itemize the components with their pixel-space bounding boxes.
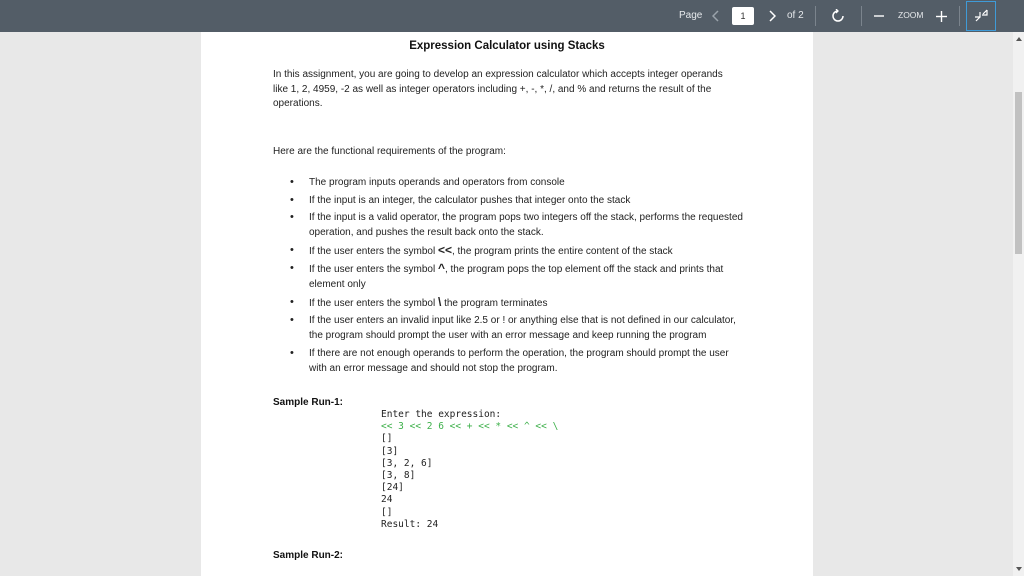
viewer-toolbar: [0, 0, 1024, 32]
next-page-button[interactable]: [764, 0, 780, 32]
chevron-right-icon: [768, 10, 776, 22]
compress-icon: [967, 2, 995, 30]
symbol-text: ^: [437, 261, 445, 275]
code-input-line: << 3 << 2 6 << + << * << ^ << \: [381, 421, 559, 433]
list-item: • If there are not enough operands to perform the operation, the program should prompt the user with an error message and should not stop the program.: [273, 346, 743, 376]
list-item: • If the user enters an invalid input like 2.5 or ! or anything else that is not defined in our calculator, the program should prompt the user with an error message and keep running the program: [273, 313, 743, 343]
zoom-in-button[interactable]: [934, 0, 948, 32]
code-line: []: [381, 506, 393, 518]
code-line: []: [381, 433, 393, 445]
rotate-icon: [831, 9, 845, 23]
code-line: [3, 8]: [381, 470, 416, 482]
zoom-out-button[interactable]: [872, 0, 886, 32]
rotate-button[interactable]: [828, 0, 848, 32]
chevron-left-icon: [712, 10, 720, 22]
plus-icon: [936, 11, 947, 22]
sample-run-1-code: [381, 409, 558, 531]
list-item: • If the user enters the symbol \ the program terminates: [273, 295, 743, 311]
code-line: 24: [381, 494, 393, 506]
page-number-input[interactable]: 1: [732, 7, 754, 25]
scroll-up-arrow-icon[interactable]: [1016, 37, 1022, 41]
minus-icon: [874, 11, 884, 21]
code-line: [3]: [381, 445, 399, 457]
document-title: Expression Calculator using Stacks: [409, 40, 605, 52]
list-item: • If the user enters the symbol ^, the program pops the top element off the stack and prints that element only: [273, 261, 743, 292]
document-page: [201, 32, 813, 576]
list-item: • The program inputs operands and operators from console: [273, 175, 743, 190]
requirements-list: [273, 175, 743, 378]
scroll-down-arrow-icon[interactable]: [1016, 567, 1022, 571]
exit-fullscreen-button[interactable]: [966, 1, 996, 31]
vertical-scrollbar[interactable]: [1013, 32, 1024, 576]
symbol-text: <<: [437, 242, 452, 257]
symbol-text: \: [437, 294, 442, 309]
intro-paragraph: In this assignment, you are going to develop an expression calculator which accepts integer operands like 1, 2, 4959, -2 as well as integer operators including +, -, *, /, and % and returns the result of the operations.: [273, 69, 723, 109]
code-line: Result: 24: [381, 518, 439, 530]
prev-page-button[interactable]: [708, 0, 724, 32]
toolbar-divider: [959, 6, 960, 26]
toolbar-divider: [861, 6, 862, 26]
zoom-label: ZOOM: [898, 10, 924, 20]
viewer-background: [813, 32, 1024, 576]
toolbar-divider: [815, 6, 816, 26]
page-label: Page: [679, 10, 703, 21]
code-line: Enter the expression:: [381, 409, 502, 420]
code-line: [3, 2, 6]: [381, 457, 433, 469]
sample-run-2-label: Sample Run-2:: [273, 550, 344, 561]
scrollbar-thumb[interactable]: [1015, 92, 1022, 254]
list-item: • If the input is an integer, the calculator pushes that integer onto the stack: [273, 193, 743, 208]
viewer-background: [0, 32, 201, 576]
code-line: [24]: [381, 482, 404, 494]
requirements-intro: Here are the functional requirements of the program:: [273, 146, 506, 157]
sample-run-1-label: Sample Run-1:: [273, 397, 344, 408]
list-item: • If the user enters the symbol <<, the program prints the entire content of the stack: [273, 243, 743, 259]
list-item: • If the input is a valid operator, the program pops two integers off the stack, performs the requested operation, and pushes the result back onto the stack.: [273, 210, 743, 240]
page-count: of 2: [787, 10, 804, 21]
